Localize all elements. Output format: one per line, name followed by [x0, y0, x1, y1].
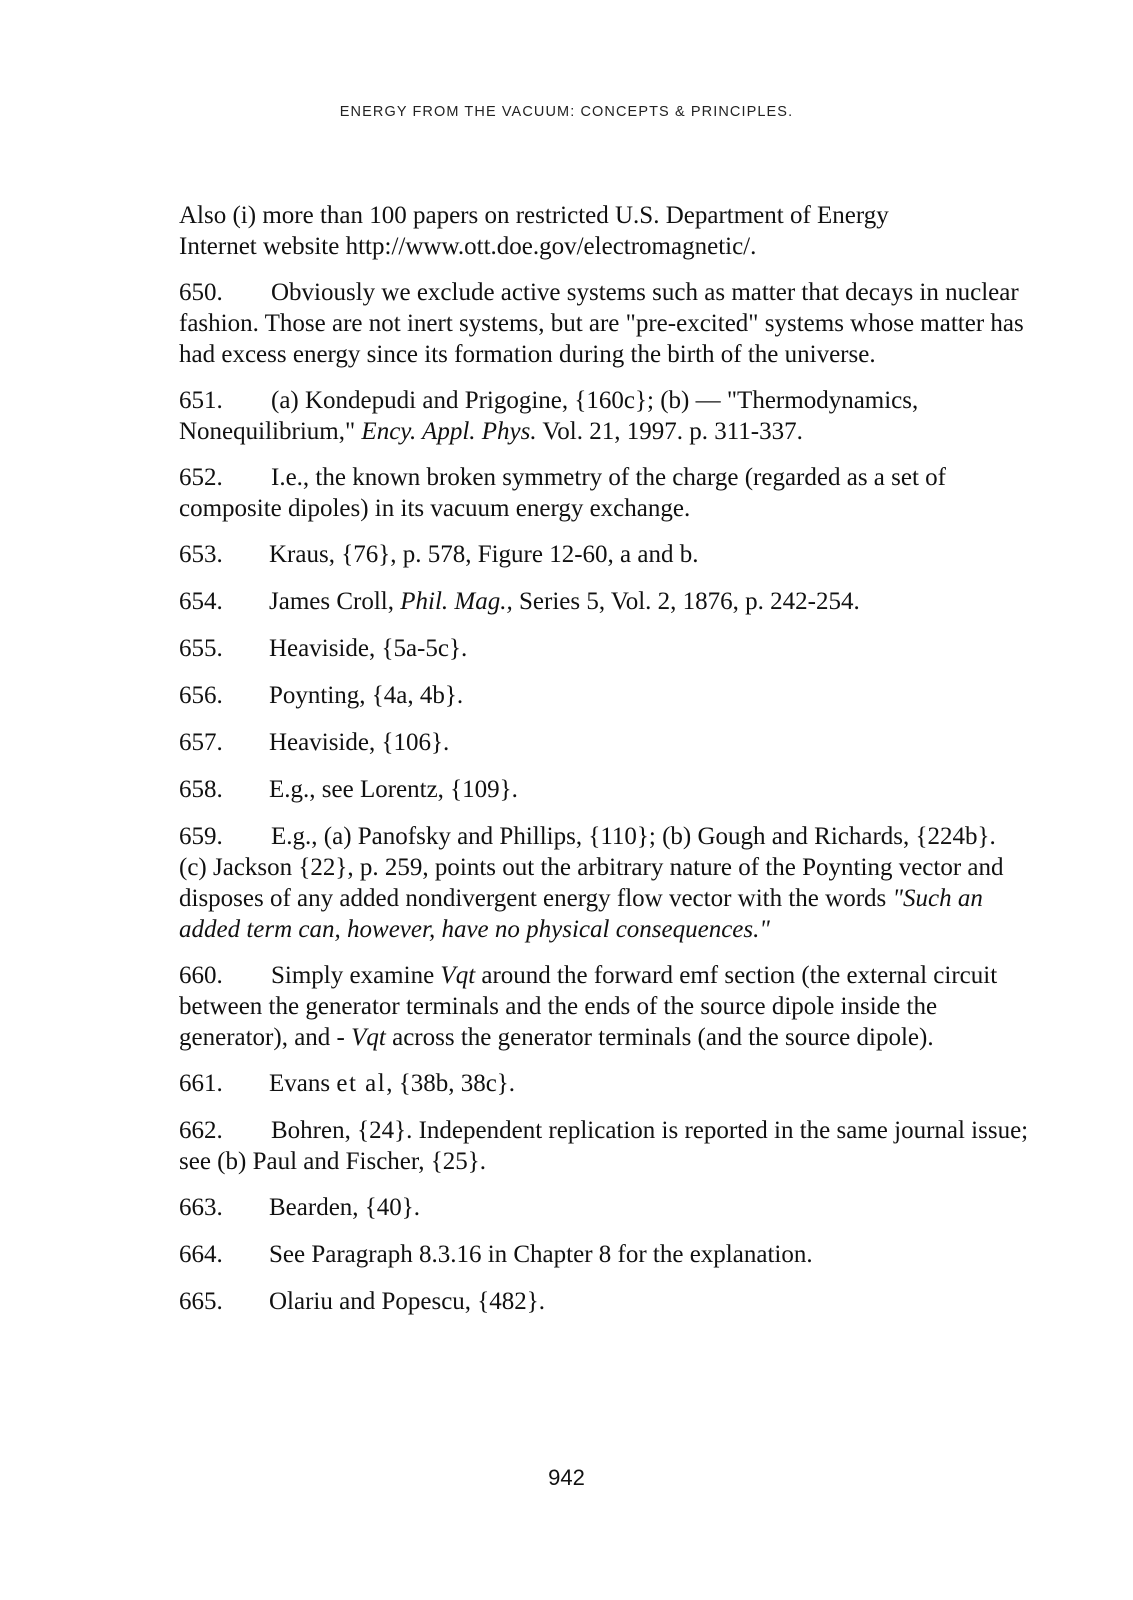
endnote-text-end: across the generator terminals (and the source dipole).	[385, 1024, 934, 1051]
endnote-number: 660.	[179, 962, 223, 989]
endnote-number: 650.	[179, 279, 223, 306]
endnote-number: 656.	[179, 682, 223, 709]
endnote-654	[179, 586, 1029, 617]
endnote-661	[179, 1068, 1029, 1099]
intro-line-1: Also (i) more than 100 papers on restricted U.S. Department of Energy	[179, 202, 889, 229]
endnote-text: Simply examine	[271, 962, 441, 989]
endnote-text: Bearden, {40}.	[269, 1194, 421, 1221]
page-number: 942	[548, 1465, 585, 1490]
endnote-text: E.g., (a) Panofsky and Phillips, {110}; (b) Gough and Richards, {224b}. (c) Jackson {22}, p. 259, points out the arbitrary nature of the Poynting vector and disposes of any added nondivergent energy flow vector with the words	[179, 823, 1004, 912]
endnote-number: 655.	[179, 635, 223, 662]
endnote-text: Bohren, {24}. Independent replication is reported in the same journal issue; see (b) Paul and Fischer, {25}.	[179, 1117, 1029, 1175]
endnote-665	[179, 1286, 1029, 1317]
journal-title: Phil. Mag.,	[400, 588, 513, 615]
journal-title: Ency. Appl. Phys.	[361, 418, 537, 445]
endnote-number: 663.	[179, 1194, 223, 1221]
symbol-vqt: Vqt	[351, 1024, 386, 1051]
endnote-656	[179, 680, 1029, 711]
endnote-658	[179, 774, 1029, 805]
endnote-number: 662.	[179, 1117, 223, 1144]
endnote-number: 652.	[179, 464, 223, 491]
endnote-652	[179, 462, 1029, 524]
endnote-text-cont: Series 5, Vol. 2, 1876, p. 242-254.	[512, 588, 860, 615]
endnote-657	[179, 727, 1029, 758]
endnote-text: Poynting, {4a, 4b}.	[269, 682, 464, 709]
endnote-text: See Paragraph 8.3.16 in Chapter 8 for the explanation.	[269, 1241, 813, 1268]
endnote-number: 653.	[179, 541, 223, 568]
endnote-664	[179, 1239, 1029, 1270]
endnotes-list	[179, 200, 1029, 1333]
endnote-text: Kraus, {76}, p. 578, Figure 12-60, a and b.	[269, 541, 699, 568]
endnote-number: 654.	[179, 588, 223, 615]
endnote-text-cont: around the forward emf section (the external circuit between the generator terminals and the ends of the source dipole inside the generator), and -	[179, 962, 998, 1051]
endnote-659	[179, 821, 1029, 945]
endnote-text: Heaviside, {106}.	[269, 729, 450, 756]
symbol-vqt: Vqt	[440, 962, 476, 989]
endnote-655	[179, 633, 1029, 664]
endnote-text: I.e., the known broken symmetry of the charge (regarded as a set of composite dipoles) in its vacuum energy exchange.	[179, 464, 946, 522]
endnote-number: 651.	[179, 387, 223, 414]
endnote-number: 657.	[179, 729, 223, 756]
intro-paragraph	[179, 200, 1029, 262]
endnote-number: 665.	[179, 1288, 223, 1315]
endnote-number: 659.	[179, 823, 223, 850]
endnote-text: E.g., see Lorentz, {109}.	[269, 776, 518, 803]
endnote-651	[179, 385, 1029, 447]
endnote-653	[179, 539, 1029, 570]
endnote-text: Olariu and Popescu, {482}.	[269, 1288, 546, 1315]
endnote-663	[179, 1192, 1029, 1223]
endnote-660	[179, 960, 1029, 1053]
endnote-number: 664.	[179, 1241, 223, 1268]
endnote-text: James Croll,	[269, 588, 401, 615]
endnote-text: (a) Kondepudi and Prigogine, {160c}; (b) — "Thermodynamics, Nonequilibrium,"	[179, 387, 919, 445]
endnote-text: Obviously we exclude active systems such as matter that decays in nuclear fashion. Those are not inert systems, but are "pre-excited" systems whose matter has had excess energy since its formation during the birth of the universe.	[179, 279, 1024, 368]
endnote-650	[179, 277, 1029, 370]
endnote-text-cont: Vol. 21, 1997. p. 311-337.	[536, 418, 803, 445]
endnote-number: 661.	[179, 1070, 223, 1097]
endnote-text-cont: , {38b, 38c}.	[386, 1070, 516, 1097]
running-head: ENERGY FROM THE VACUUM: CONCEPTS & PRINCIPLES.	[339, 104, 794, 120]
endnote-662	[179, 1115, 1029, 1177]
endnote-text: Heaviside, {5a-5c}.	[269, 635, 468, 662]
intro-line-2: Internet website http://www.ott.doe.gov/electromagnetic/.	[179, 233, 757, 260]
endnote-text: Evans	[269, 1070, 337, 1097]
endnote-number: 658.	[179, 776, 223, 803]
et-al: et al	[336, 1070, 387, 1097]
endnote-quote: "Such an added term can, however, have no physical consequences."	[179, 885, 983, 943]
